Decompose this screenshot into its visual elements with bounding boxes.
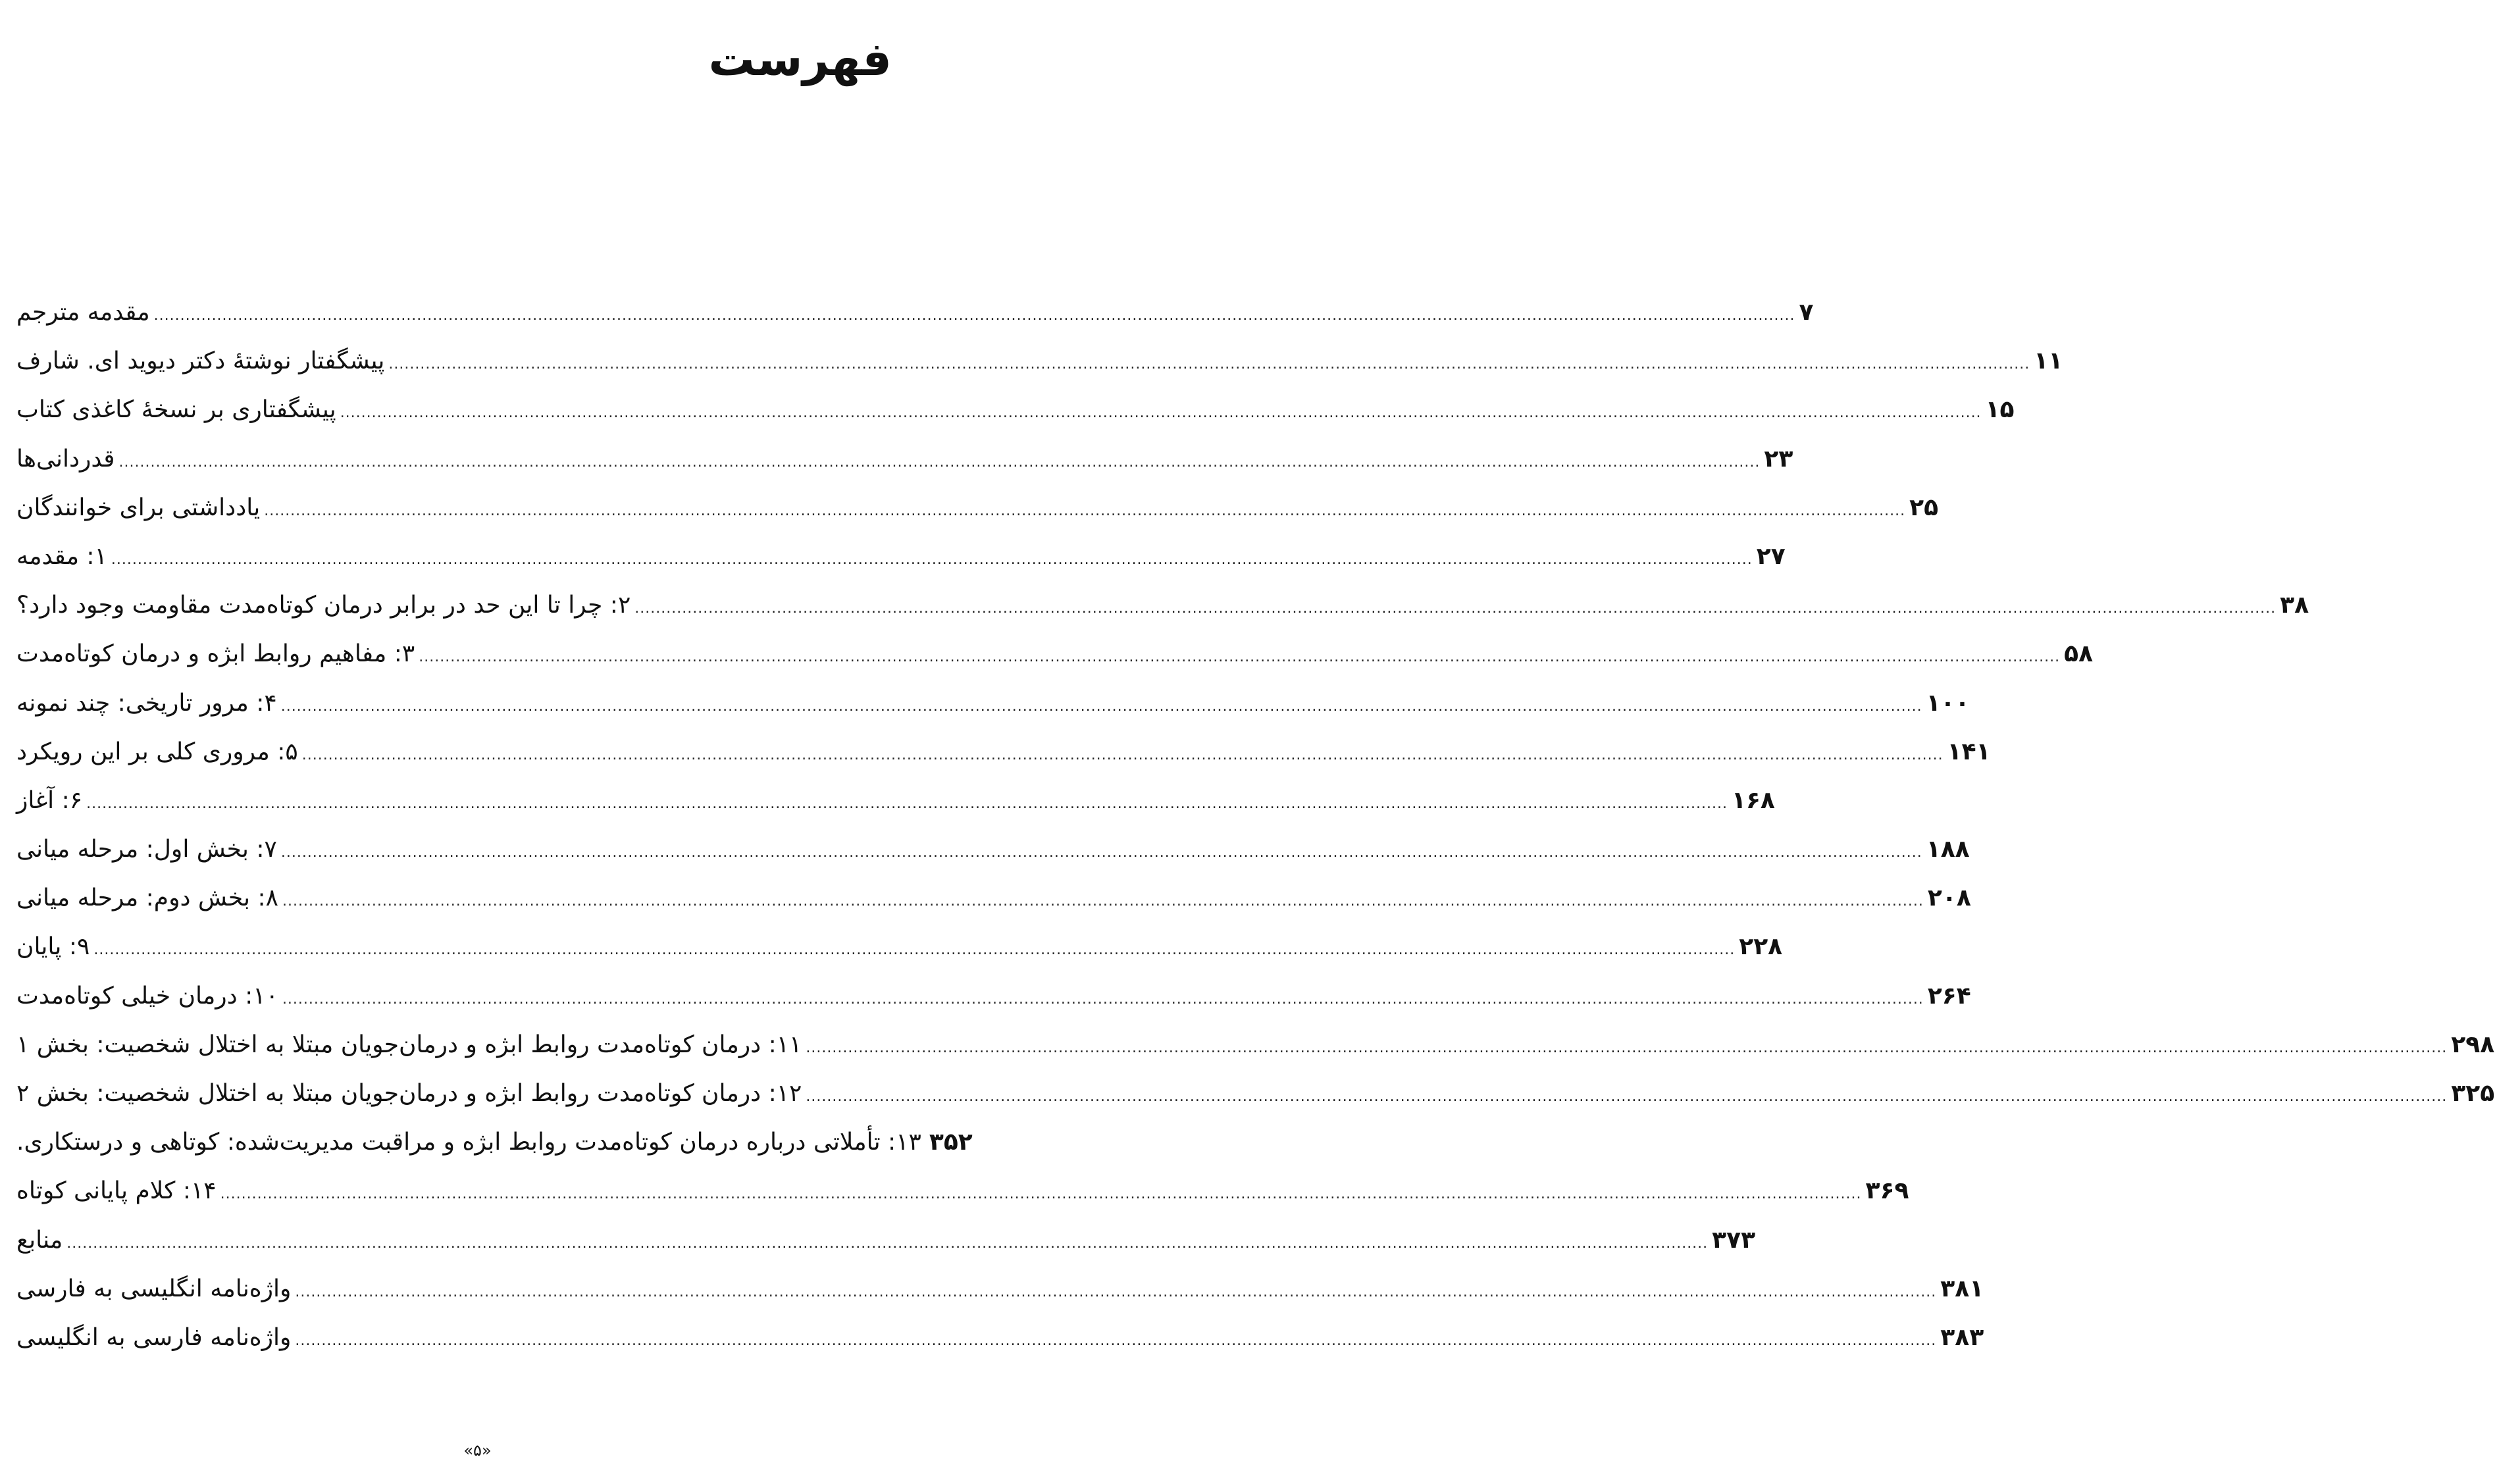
toc-entry-page-number: ۳۸۳: [1940, 1323, 1984, 1351]
toc-entry-label: ۸: بخش دوم: مرحله میانی: [16, 884, 278, 912]
dot-leader: [806, 1024, 2447, 1073]
toc-entry-label: ۳: مفاهیم روابط ابژه و درمان کوتاه‌مدت: [16, 640, 415, 668]
page-title: فهرست: [708, 32, 892, 86]
toc-entry-label: پیشگفتاری بر نسخهٔ کاغذی کتاب: [16, 396, 336, 424]
toc-entry-label: ۷: بخش اول: مرحله میانی: [16, 836, 277, 863]
dot-leader: [295, 1317, 1936, 1366]
toc-entry: [16, 484, 1939, 532]
toc-entry: [16, 728, 1991, 777]
dot-leader: [119, 438, 1761, 487]
toc-entry-page-number: ۲۰۸: [1927, 884, 1971, 912]
dot-leader: [154, 292, 1795, 340]
toc-entry: [16, 874, 1971, 923]
table-of-contents: [16, 288, 2495, 1362]
toc-entry: [16, 825, 1970, 874]
toc-entry: [16, 532, 1786, 581]
toc-entry: [16, 1216, 1756, 1265]
toc-entry-label: ۶: آغاز: [16, 786, 83, 814]
dot-leader: [93, 926, 1735, 975]
dot-leader: [281, 682, 1922, 731]
toc-entry-page-number: ۳۸: [2280, 592, 2309, 619]
dot-leader: [806, 1073, 2447, 1121]
toc-entry-page-number: ۳۲۵: [2451, 1080, 2495, 1107]
toc-entry: [16, 288, 1814, 337]
toc-entry: [16, 1021, 2495, 1069]
page-number-footer: «۵»: [463, 1441, 492, 1460]
toc-entry: [16, 435, 1793, 484]
dot-leader: [282, 877, 1924, 926]
toc-entry-label: یادداشتی برای خوانندگان: [16, 494, 261, 521]
toc-entry-label: ۱۳: تأملاتی درباره درمان کوتاه‌مدت روابط ابژه و مراقبت مدیریت‌شده: کوتاهی و درستکاری.: [16, 1129, 921, 1156]
toc-entry-label: ۲: چرا تا این حد در برابر درمان کوتاه‌مدت مقاومت وجود دارد؟: [16, 592, 631, 619]
toc-entry-label: ۱۰: درمان خیلی کوتاه‌مدت: [16, 982, 278, 1010]
toc-entry-label: ۱: مقدمه: [16, 542, 107, 570]
toc-entry-label: ۹: پایان: [16, 933, 90, 961]
toc-entry-label: ۵: مروری کلی بر این رویکرد: [16, 738, 298, 765]
toc-entry: [16, 581, 2309, 630]
toc-entry: [16, 1069, 2495, 1118]
dot-leader: [388, 340, 2030, 389]
dot-leader: [264, 487, 1905, 536]
toc-entry-page-number: ۳۷۳: [1712, 1226, 1756, 1254]
dot-leader: [220, 1170, 1862, 1219]
toc-entry-label: واژه‌نامه انگلیسی به فارسی: [16, 1275, 292, 1302]
toc-entry-label: ۱۴: کلام پایانی کوتاه: [16, 1177, 217, 1205]
toc-entry-label: مقدمه مترجم: [16, 299, 150, 326]
dot-leader: [86, 780, 1728, 829]
toc-entry-label: پیشگفتار نوشتهٔ دکتر دیوید ای. شارف: [16, 347, 385, 375]
toc-entry-page-number: ۳۶۹: [1865, 1177, 1909, 1205]
toc-entry-page-number: ۲۲۸: [1739, 933, 1783, 961]
toc-entry-page-number: ۲۹۸: [2451, 1031, 2495, 1058]
dot-leader: [302, 731, 1944, 780]
toc-entry: [16, 1265, 1984, 1314]
toc-entry: [16, 337, 2063, 386]
dot-leader: [66, 1219, 1708, 1268]
toc-entry-page-number: ۷: [1799, 299, 1814, 326]
toc-entry: [16, 923, 1783, 971]
toc-entry: [16, 630, 2094, 678]
dot-leader: [295, 1268, 1936, 1317]
dot-leader: [419, 633, 2060, 682]
dot-leader: [634, 584, 2276, 633]
toc-entry-page-number: ۳۵۲: [929, 1129, 973, 1156]
toc-entry-page-number: ۱۴۱: [1947, 738, 1991, 765]
toc-entry-page-number: ۱۶۸: [1731, 786, 1775, 814]
toc-entry: [16, 1314, 1984, 1362]
toc-entry-label: منابع: [16, 1226, 63, 1254]
toc-entry-page-number: ۱۰۰: [1926, 689, 1970, 717]
toc-entry-page-number: ۵۸: [2064, 640, 2094, 668]
toc-entry-page-number: ۱۸۸: [1926, 836, 1970, 863]
toc-entry: [16, 679, 1970, 728]
toc-entry-label: واژه‌نامه فارسی به انگلیسی: [16, 1323, 292, 1351]
toc-entry-page-number: ۲۷: [1756, 542, 1786, 570]
toc-entry-label: ۱۱: درمان کوتاه‌مدت روابط ابژه و درمان‌جویان مبتلا به اختلال شخصیت: بخش ۱: [16, 1031, 802, 1058]
toc-entry-page-number: ۱۱: [2034, 347, 2063, 375]
dot-leader: [282, 975, 1924, 1024]
toc-entry-label: ۴: مرور تاریخی: چند نمونه: [16, 689, 277, 717]
toc-entry: [16, 386, 2015, 434]
toc-entry: [16, 777, 1775, 825]
toc-entry-page-number: ۲۵: [1909, 494, 1939, 521]
toc-entry-page-number: ۲۳: [1764, 445, 1793, 473]
dot-leader: [340, 389, 1982, 438]
toc-entry-label: ۱۲: درمان کوتاه‌مدت روابط ابژه و درمان‌جویان مبتلا به اختلال شخصیت: بخش ۲: [16, 1080, 802, 1107]
toc-entry-label: قدردانی‌ها: [16, 445, 115, 473]
toc-entry: [16, 972, 1971, 1021]
dot-leader: [111, 536, 1753, 584]
dot-leader: [281, 829, 1922, 877]
toc-entry-page-number: ۱۵: [1985, 396, 2015, 424]
toc-entry: [16, 1167, 1909, 1215]
toc-entry: [16, 1118, 973, 1167]
toc-entry-page-number: ۲۶۴: [1927, 982, 1971, 1010]
toc-entry-page-number: ۳۸۱: [1940, 1275, 1984, 1302]
